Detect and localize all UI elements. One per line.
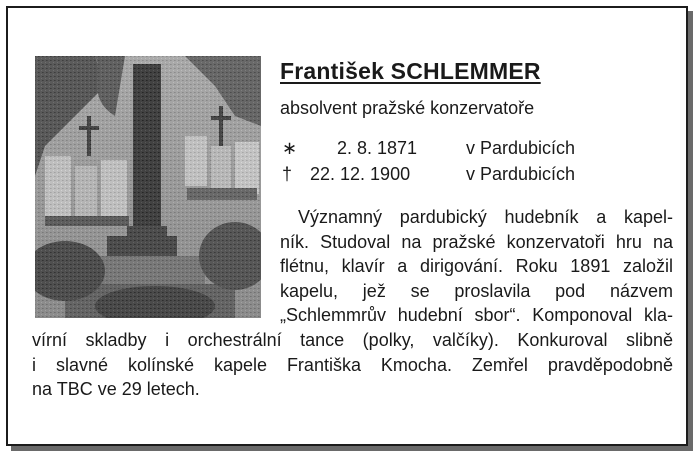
biography-text-right (280, 205, 673, 328)
bio-line: ník. Studoval na pražské konzervatoři hru na (280, 231, 673, 252)
biography-text-full (32, 328, 673, 402)
bio-line: Významný pardubický hudebník a kapel- (298, 207, 673, 227)
death-row (280, 164, 610, 188)
grave-photo-image (35, 56, 261, 318)
birth-row (280, 138, 610, 162)
bio-line: „Schlemmrův hudební sbor“. Komponoval kla- (280, 305, 673, 326)
bio-line: vírní skladby i orchestrální tance (polky, valčíky). Konkuroval slibně (32, 330, 673, 350)
death-place: v Pardubicích (466, 164, 576, 184)
birth-place: v Pardubicích (466, 138, 576, 158)
bio-line: i slavné kolínské kapele Františka Kmocha. Zemřel pravděpodobně (32, 354, 673, 375)
bio-line: na TBC ve 29 letech. (32, 379, 200, 400)
bio-line: kapelu, jež se proslavila pod názvem (280, 280, 673, 301)
birth-symbol: ∗ (282, 138, 298, 158)
bio-line: flétnu, klavír a dirigování. Roku 1891 založil (280, 256, 673, 277)
death-date: 22. 12. 1900 (310, 164, 411, 184)
biography-card (6, 6, 688, 446)
person-name: František SCHLEMMER (280, 58, 541, 84)
death-symbol: † (282, 164, 293, 184)
cemetery-photo (35, 56, 261, 318)
person-subtitle: absolvent pražské konzervatoře (280, 98, 535, 118)
birth-date: 2. 8. 1871 (337, 138, 418, 158)
